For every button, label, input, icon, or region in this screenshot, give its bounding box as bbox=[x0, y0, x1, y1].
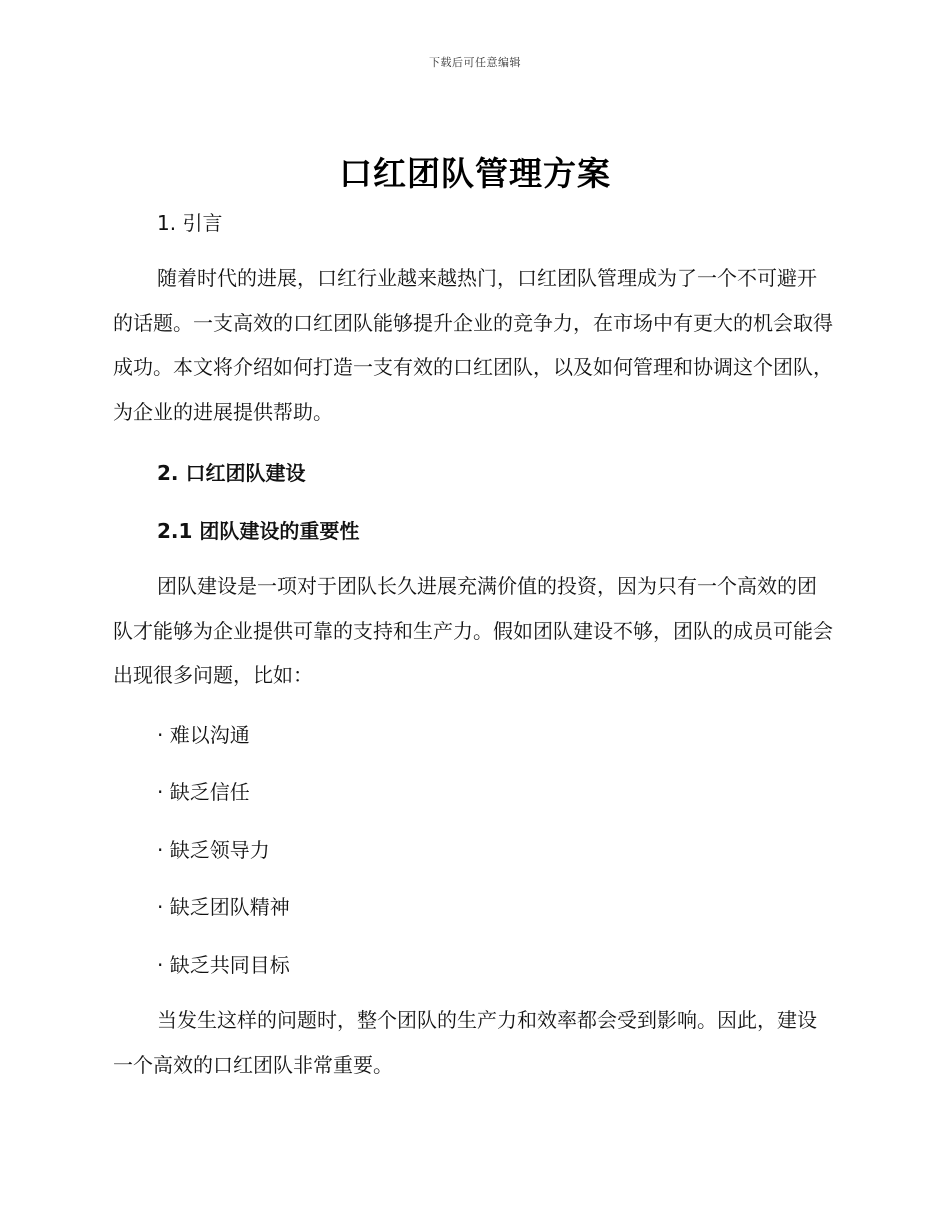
section-heading-intro: 1. 引言 bbox=[157, 211, 223, 235]
section-heading-team-building: 2. 口红团队建设 bbox=[157, 461, 306, 485]
document-title: 口红团队管理方案 bbox=[339, 154, 611, 193]
bullet-item: · 难以沟通 bbox=[157, 723, 250, 747]
conclusion-paragraph: 当发生这样的问题时，整个团队的生产力和效率都会受到影响。因此，建设一个高效的口红团队非常重要。 bbox=[113, 1008, 817, 1077]
bullet-item: · 缺乏领导力 bbox=[157, 838, 270, 862]
bullet-item: · 缺乏信任 bbox=[157, 780, 250, 804]
bullet-item: · 缺乏共同目标 bbox=[157, 953, 290, 977]
page-header-note: 下载后可任意编辑 bbox=[429, 56, 521, 69]
intro-paragraph: 随着时代的进展，口红行业越来越热门，口红团队管理成为了一个不可避开的话题。一支高效的口红团队能够提升企业的竞争力，在市场中有更大的机会取得成功。本文将介绍如何打造一支有效的口红团队，以及如何管理和协调这个团队，为企业的进展提供帮助。 bbox=[113, 266, 833, 424]
bullet-item: · 缺乏团队精神 bbox=[157, 895, 290, 919]
subsection-heading-importance: 2.1 团队建设的重要性 bbox=[157, 519, 360, 543]
importance-paragraph: 团队建设是一项对于团队长久进展充满价值的投资，因为只有一个高效的团队才能够为企业提供可靠的支持和生产力。假如团队建设不够，团队的成员可能会出现很多问题，比如： bbox=[113, 574, 833, 687]
